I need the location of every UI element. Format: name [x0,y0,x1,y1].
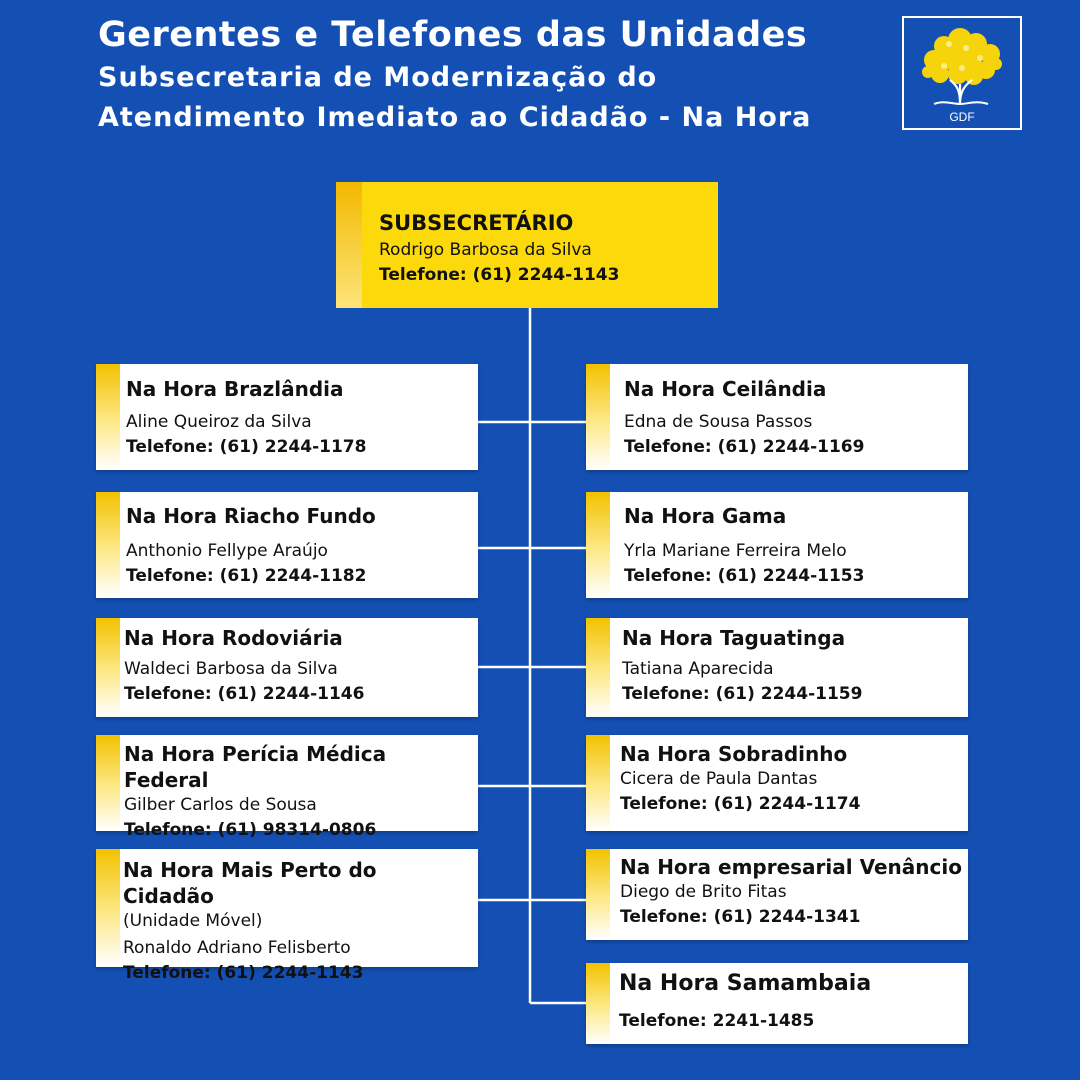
manager-name: Diego de Brito Fitas [620,882,787,902]
unit-name: Na Hora Taguatinga [622,626,846,650]
page-subtitle-line-1: Subsecretaria de Modernização do [98,62,658,93]
phone-number: Telefone: (61) 2244-1143 [379,265,620,285]
unit-card-brazlandia [96,364,478,470]
accent-stripe [96,492,120,598]
unit-card-riacho-fundo [96,492,478,598]
unit-card-mais-perto [96,849,478,983]
manager-name: Cicera de Paula Dantas [620,769,818,789]
unit-name: Na Hora Brazlândia [126,377,344,401]
accent-stripe [96,849,120,967]
role-title: SUBSECRETÁRIO [379,211,574,235]
unit-note: (Unidade Móvel) [123,911,263,931]
unit-card-rodoviaria [96,618,478,717]
unit-name: Na Hora Gama [624,504,787,528]
accent-stripe [336,182,362,308]
accent-stripe [96,618,120,717]
phone-number: Telefone: (61) 2244-1143 [123,963,364,983]
unit-name: Na Hora Riacho Fundo [126,504,376,528]
page-subtitle-line-2: Atendimento Imediato ao Cidadão - Na Hora [98,102,812,133]
unit-card-venancio [586,849,968,940]
accent-stripe [586,364,610,470]
accent-stripe [586,492,610,598]
phone-number: Telefone: 2241-1485 [619,1011,815,1031]
accent-stripe [586,849,610,940]
unit-card-samambaia [586,963,968,1044]
accent-stripe [586,963,610,1044]
phone-number: Telefone: (61) 2244-1341 [620,907,861,927]
unit-card-gama [586,492,968,598]
unit-card-pericia-medica [96,735,478,840]
unit-name: Na Hora empresarial Venâncio [620,855,962,879]
unit-card-ceilandia [586,364,968,470]
unit-name: Na Hora Mais Perto do Cidadão [123,858,377,908]
accent-stripe [586,618,610,717]
manager-name: Edna de Sousa Passos [624,412,813,432]
accent-stripe [96,735,120,831]
manager-name: Waldeci Barbosa da Silva [124,659,338,679]
manager-name: Rodrigo Barbosa da Silva [379,240,592,260]
phone-number: Telefone: (61) 2244-1178 [126,437,367,457]
unit-card-taguatinga [586,618,968,717]
unit-name: Na Hora Samambaia [619,971,872,996]
unit-card-sobradinho [586,735,968,831]
manager-name: Gilber Carlos de Sousa [124,795,317,815]
logo-text: GDF [949,110,975,124]
phone-number: Telefone: (61) 2244-1153 [624,566,865,586]
phone-number: Telefone: (61) 2244-1146 [124,684,365,704]
manager-name: Yrla Mariane Ferreira Melo [624,541,847,561]
page-title: Gerentes e Telefones das Unidades [98,15,808,55]
subsecretario-box [336,182,718,308]
manager-name: Tatiana Aparecida [622,659,774,679]
manager-name: Ronaldo Adriano Felisberto [123,938,351,958]
phone-number: Telefone: (61) 2244-1182 [126,566,367,586]
manager-name: Aline Queiroz da Silva [126,412,312,432]
unit-name: Na Hora Perícia Médica Federal [124,742,387,792]
unit-name: Na Hora Ceilândia [624,377,827,401]
phone-number: Telefone: (61) 2244-1159 [622,684,863,704]
accent-stripe [96,364,120,470]
accent-stripe [586,735,610,831]
unit-name: Na Hora Sobradinho [620,742,848,766]
phone-number: Telefone: (61) 98314-0806 [124,820,377,840]
manager-name: Anthonio Fellype Araújo [126,541,328,561]
unit-name: Na Hora Rodoviária [124,626,343,650]
phone-number: Telefone: (61) 2244-1174 [620,794,861,814]
phone-number: Telefone: (61) 2244-1169 [624,437,865,457]
